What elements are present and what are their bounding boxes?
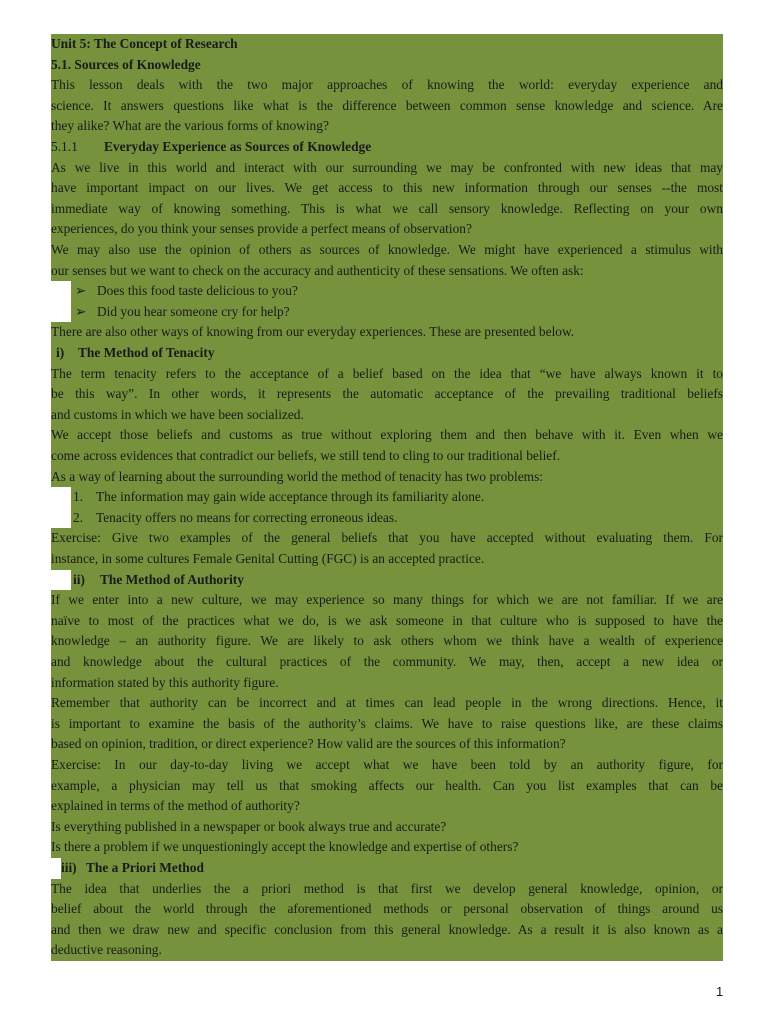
arrow-bullet-icon: ➢ (75, 283, 87, 299)
paragraph-line: be this way”. In other words, it represents the automatic acceptance of the prevailing traditional beliefs (51, 384, 723, 405)
intro-line: they alike? What are the various forms of knowing? (51, 116, 723, 137)
paragraph-line: As a way of learning about the surrounding world the method of tenacity has two problems: (51, 467, 723, 488)
question-line: Is there a problem if we unquestioningly accept the knowledge and expertise of others? (51, 837, 723, 858)
paragraph-line: come across evidences that contradict our beliefs, we still tend to cling to our traditional belief. (51, 446, 723, 467)
paragraph-line: naïve to most of the practices what we do, is we ask someone in that culture who is supposed to have the (51, 611, 723, 632)
intro-line: This lesson deals with the two major approaches of knowing the world: everyday experience and (51, 75, 723, 96)
heading-title: The Method of Tenacity (78, 345, 215, 360)
subsection-heading (51, 137, 723, 158)
question-text: Does this food taste delicious to you? (97, 283, 298, 299)
paragraph-line: experiences, do you think your senses provide a perfect means of observation? (51, 219, 723, 240)
question-text: Did you hear someone cry for help? (97, 303, 290, 319)
exercise-line: explained in terms of the method of authority? (51, 796, 723, 817)
heading-title: The a Priori Method (86, 860, 204, 875)
numbered-item (71, 487, 723, 508)
paragraph-line: knowledge – an authority figure. We are likely to ask others whom we think have a wealth of experience (51, 631, 723, 652)
numbered-item (71, 508, 723, 529)
item-number: 1. (73, 489, 84, 505)
heading-number: iii) (61, 860, 77, 875)
item-number: 2. (73, 509, 84, 525)
subsection-number: 5.1.1 (51, 139, 78, 154)
paragraph-line: As we live in this world and interact with our surrounding we may be confronted with new ideas that may (51, 158, 723, 179)
unit-title: Unit 5: The Concept of Research (51, 34, 723, 55)
paragraph-line: deductive reasoning. (51, 940, 723, 961)
paragraph-line: information stated by this authority figure. (51, 673, 723, 694)
item-text: Tenacity offers no means for correcting erroneous ideas. (96, 509, 398, 525)
paragraph-line: The idea that underlies the a priori method is that first we develop general knowledge, opinion, or (51, 879, 723, 900)
heading-number: i) (56, 345, 65, 360)
section-title: 5.1. Sources of Knowledge (51, 55, 723, 76)
paragraph-line: have important impact on our lives. We get access to this new information through our senses --the most (51, 178, 723, 199)
exercise-line: Exercise: In our day-to-day living we accept what we have been told by an authority figure, for (51, 755, 723, 776)
exercise-line: example, a physician may tell us that smoking affects our health. Can you list examples that can be (51, 776, 723, 797)
method-heading (61, 858, 723, 879)
paragraph-line: We accept those beliefs and customs as true without exploring them and then behave with it. Even when we (51, 425, 723, 446)
paragraph-line: our senses but we want to check on the accuracy and authenticity of these sensations. We often ask: (51, 261, 723, 282)
exercise-line: instance, in some cultures Female Genital Cutting (FGC) is an accepted practice. (51, 549, 723, 570)
method-heading (51, 343, 723, 364)
paragraph-line: and customs in which we have been socialized. (51, 405, 723, 426)
method-heading (71, 570, 723, 591)
paragraph-line: based on opinion, tradition, or direct experience? How valid are the sources of this information? (51, 734, 723, 755)
intro-line: science. It answers questions like what is the difference between common sense knowledge and science. Are (51, 96, 723, 117)
arrow-bullet-icon: ➢ (75, 303, 87, 319)
paragraph-line: belief about the world through the aforementioned methods or personal observation of things around us (51, 899, 723, 920)
exercise-line: Exercise: Give two examples of the general beliefs that you have accepted without evaluating them. For (51, 528, 723, 549)
heading-number: ii) (73, 571, 85, 587)
paragraph-line: and then we draw new and specific conclusion from this general knowledge. As a result it is also known as a (51, 920, 723, 941)
subsection-title: Everyday Experience as Sources of Knowledge (104, 139, 372, 154)
paragraph-line: We may also use the opinion of others as sources of knowledge. We might have experienced a stimulus with (51, 240, 723, 261)
paragraph-line: The term tenacity refers to the acceptance of a belief based on the idea that “we have always known it to (51, 364, 723, 385)
paragraph-line: If we enter into a new culture, we may experience so many things for which we are not familiar. If we are (51, 590, 723, 611)
paragraph-line: Remember that authority can be incorrect and at times can lead people in the wrong directions. Hence, it (51, 693, 723, 714)
question-line: Is everything published in a newspaper or book always true and accurate? (51, 817, 723, 838)
list-item (71, 302, 723, 323)
paragraph-line: There are also other ways of knowing from our everyday experiences. These are presented below. (51, 322, 723, 343)
heading-title: The Method of Authority (100, 571, 244, 587)
paragraph-line: and knowledge about the cultural practices of the community. We may, then, accept a new idea or (51, 652, 723, 673)
list-item (71, 281, 723, 302)
paragraph-line: immediate way of knowing something. This is what we call sensory knowledge. Reflecting on your own (51, 199, 723, 220)
paragraph-line: is important to examine the basis of the authority’s claims. We have to raise questions like, are these claims (51, 714, 723, 735)
item-text: The information may gain wide acceptance through its familiarity alone. (96, 489, 485, 505)
page-number: 1 (716, 984, 724, 999)
